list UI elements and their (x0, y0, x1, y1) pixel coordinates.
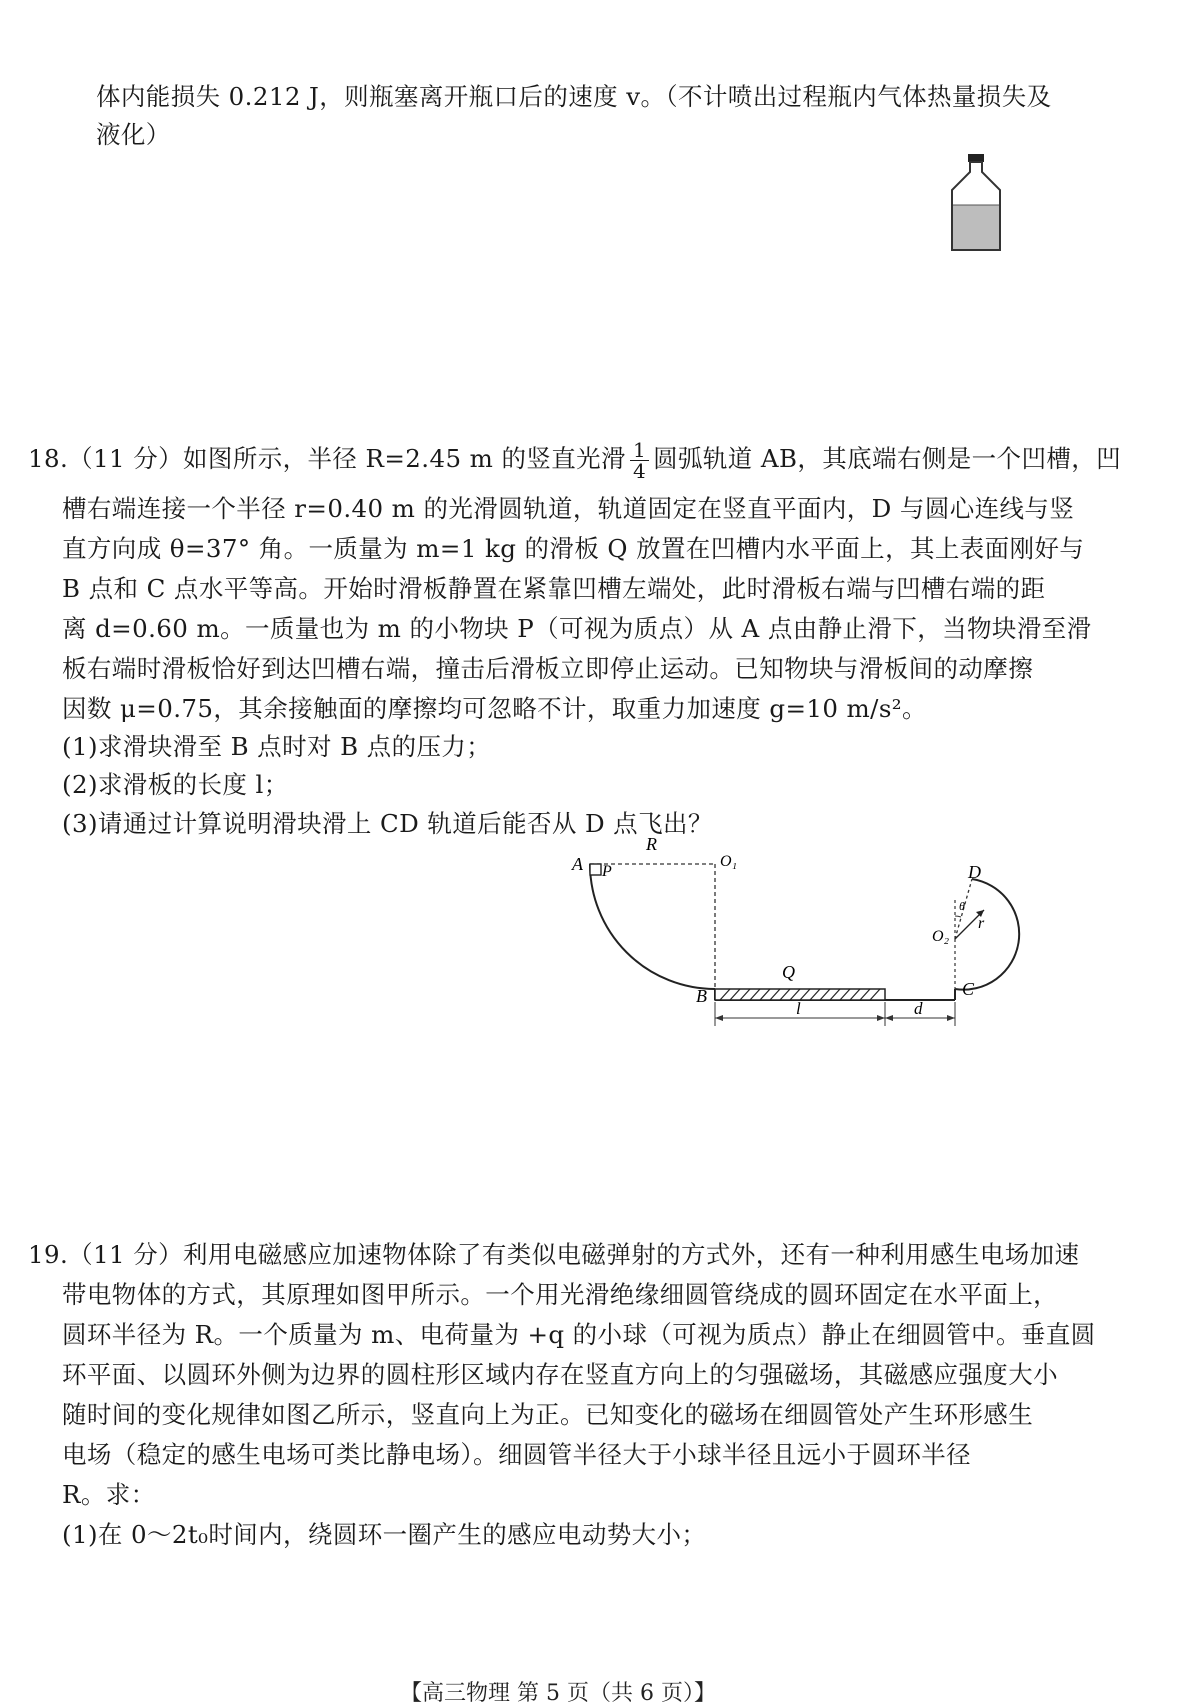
q19-line-6: 电场（稳定的感生电场可类比静电场）。细圆管半径大于小球半径且远小于圆环半径 (62, 1440, 972, 1469)
label-O2: O₂ (932, 928, 950, 945)
q19-sub-1: (1)在 0～2t₀时间内，绕圆环一圈产生的感应电动势大小； (62, 1520, 707, 1549)
dim-l-arrow-left (715, 1015, 723, 1021)
dim-d-arrow-right (947, 1015, 955, 1021)
label-Q: Q (782, 962, 795, 982)
q18-line-3: 直方向成 θ=37° 角。一质量为 m=1 kg 的滑板 Q 放置在凹槽内水平面上，其上表面刚好与 (62, 534, 1085, 563)
dim-d-arrow-left (885, 1015, 893, 1021)
block-P (590, 864, 601, 875)
q18-line-4: B 点和 C 点水平等高。开始时滑板静置在紧靠凹槽左端处，此时滑板右端与凹槽右端的距 (62, 574, 1046, 603)
q19-line-2: 带电物体的方式，其原理如图甲所示。一个用光滑绝缘细圆管绕成的圆环固定在水平面上， (62, 1280, 1058, 1309)
q18-line-6: 板右端时滑板恰好到达凹槽右端，撞击后滑板立即停止运动。已知物块与滑板间的动摩擦 (62, 654, 1034, 683)
label-A: A (572, 854, 583, 874)
q18-line-5: 离 d=0.60 m。一质量也为 m 的小物块 P（可视为质点）从 A 点由静止滑下，当物块滑至滑 (62, 614, 1092, 643)
q18-sub-1: (1)求滑块滑至 B 点时对 B 点的压力； (62, 732, 492, 761)
label-r: r (978, 915, 985, 932)
page-footer: 【高三物理 第 5 页（共 6 页）】 (400, 1681, 716, 1706)
label-l: l (796, 999, 801, 1018)
label-C: C (962, 979, 975, 999)
q19-line-1: 19.（11 分）利用电磁感应加速物体除了有类似电磁弹射的方式外，还有一种利用感生电场加速 (28, 1240, 1080, 1269)
label-R: R (646, 834, 657, 854)
q18-line-7: 因数 μ=0.75，其余接触面的摩擦均可忽略不计，取重力加速度 g=10 m/s²。 (62, 694, 927, 723)
label-P: P (602, 863, 612, 880)
q19-line-4: 环平面、以圆环外侧为边界的圆柱形区域内存在竖直方向上的匀强磁场，其磁感应强度大小 (62, 1360, 1058, 1389)
q17-tail-line-1: 体内能损失 0.212 J，则瓶塞离开瓶口后的速度 v。（不计喷出过程瓶内气体热量损失及 (96, 82, 1052, 111)
q18-line-1 (28, 440, 1121, 481)
track-diagram (560, 828, 1030, 1028)
q18-sub-3: (3)请通过计算说明滑块滑上 CD 轨道后能否从 D 点飞出？ (62, 809, 713, 838)
q18-line-1-a: 18.（11 分）如图所示，半径 R=2.45 m 的竖直光滑 (28, 444, 626, 473)
bottle-liquid (953, 205, 999, 249)
q18-sub-2: (2)求滑板的长度 l； (62, 770, 289, 799)
bottle-figure (940, 152, 1010, 256)
quarter-fraction (630, 440, 649, 481)
label-d: d (914, 999, 923, 1018)
circular-track-CD (955, 879, 1019, 990)
fraction-numerator: 1 (630, 440, 649, 461)
bottle-stopper (968, 154, 984, 162)
label-O1: O₁ (720, 853, 738, 870)
label-B: B (696, 986, 707, 1006)
q18-line-2: 槽右端连接一个半径 r=0.40 m 的光滑圆轨道，轨道固定在竖直平面内，D 与圆心连线与竖 (62, 494, 1075, 523)
theta-angle-arc (955, 916, 961, 917)
q19-line-7: R。求： (62, 1480, 156, 1509)
q19-line-3: 圆环半径为 R。一个质量为 m、电荷量为 +q 的小球（可视为质点）静止在细圆管中。垂直圆 (62, 1320, 1096, 1349)
quarter-arc-AB (590, 864, 715, 989)
label-theta: θ (959, 899, 965, 913)
dim-l-arrow-right (877, 1015, 885, 1021)
label-D: D (968, 862, 981, 882)
q18-line-1-b: 圆弧轨道 AB，其底端右侧是一个凹槽，凹 (653, 444, 1122, 473)
q19-line-5: 随时间的变化规律如图乙所示，竖直向上为正。已知变化的磁场在细圆管处产生环形感生 (62, 1400, 1034, 1429)
q17-tail-line-2: 液化） (96, 120, 171, 149)
fraction-denominator: 4 (632, 459, 647, 483)
